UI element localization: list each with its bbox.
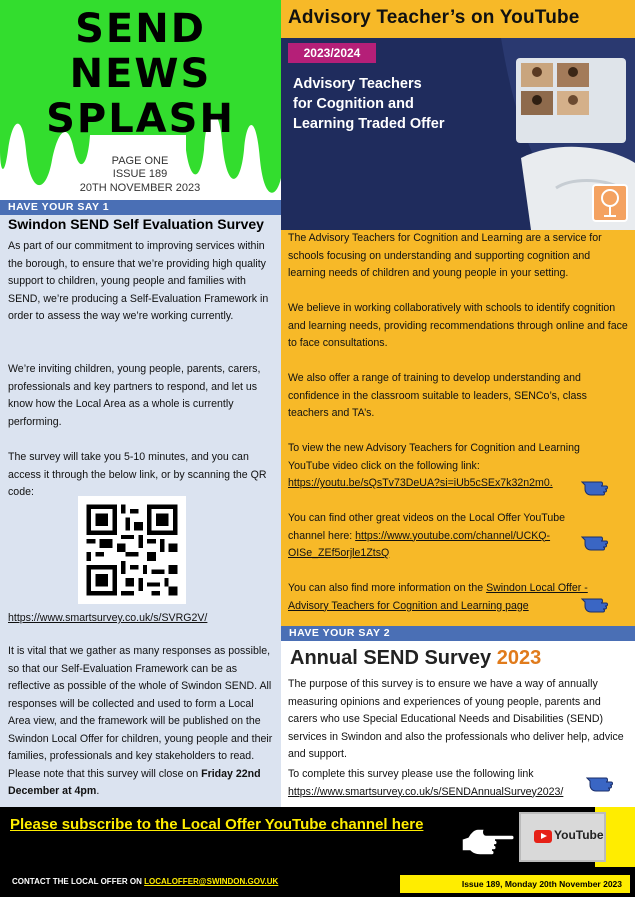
youtube-label: YouTube <box>554 828 604 842</box>
youtube-button[interactable] <box>519 812 606 862</box>
footer <box>0 807 635 897</box>
youtube-channel-link[interactable]: https://www.youtube.com/channel/UCKQ-OISe_ZEf5orjle1ZtsQ <box>288 529 551 559</box>
pointing-hand-icon <box>586 771 620 793</box>
banner-year: 2023/2024 <box>288 43 376 63</box>
contact-line <box>12 877 278 886</box>
survey-link-line <box>8 610 273 628</box>
youtube-header <box>281 0 635 38</box>
self-evaluation-survey-section <box>0 215 281 807</box>
smartsurvey-link[interactable]: https://www.smartsurvey.co.uk/s/SVRG2V/ <box>8 612 208 624</box>
invite-paragraph: We’re inviting children, young people, parents, carers, professionals and key partners to respond, and let us know how the Local Area as a whole is currently performing. <box>8 363 261 428</box>
complete-survey-paragraph <box>288 766 598 801</box>
intro-paragraph: As part of our commitment to improving services within the borough, to ensure that we’re providing high quality support to children, young people and families with SEND, we’re producing a Self-Evaluation Framework in order to assess the way we’re working currently. <box>8 240 269 322</box>
banner-line-1: Advisory Teachers <box>293 76 422 92</box>
youtube-video-link[interactable]: https://youtu.be/sQsTv73DeUA?si=iUb5cSEx7k32n2m0. <box>288 477 553 489</box>
local-offer-intro: You can also find more information on the <box>288 582 487 594</box>
pointing-hand-icon <box>581 530 615 552</box>
youtube-header-title: Advisory Teacher’s on YouTube <box>288 7 580 28</box>
training-paragraph: We also offer a range of training to develop understanding and confidence in the classroom suitable to leaders, SENCo’s, class teachers and TA’s. <box>288 372 587 419</box>
channel-link-paragraph <box>288 510 588 563</box>
annual-survey-section <box>281 641 635 807</box>
section-heading: Swindon SEND Self Evaluation Survey <box>8 216 264 232</box>
masthead-title-line-3: SPLASH <box>46 96 235 142</box>
closing-period: . <box>96 785 100 797</box>
advisory-teachers-section <box>281 230 635 626</box>
issue-footer: Issue 189, Monday 20th November 2023 <box>400 875 630 893</box>
advisory-banner[interactable] <box>281 38 635 230</box>
issue-label: ISSUE 189 <box>112 168 168 180</box>
masthead-title-line-2: NEWS <box>69 51 212 97</box>
masthead <box>0 0 281 200</box>
local-offer-page-link[interactable]: Swindon Local Offer - Advisory Teachers for Cognition and Learning page <box>288 582 588 612</box>
page-label: PAGE ONE <box>111 155 169 167</box>
collaborate-paragraph: We believe in working collaboratively with schools to identify cognition and learning needs, providing recommendations through online and face to face consultations. <box>288 302 628 349</box>
video-link-intro: To view the new Advisory Teachers for Cognition and Learning YouTube video click on the following link: <box>288 442 580 472</box>
annual-survey-link[interactable]: https://www.smartsurvey.co.uk/s/SENDAnnualSurvey2023/ <box>288 785 564 798</box>
youtube-play-icon <box>534 830 552 843</box>
annual-survey-title: Annual SEND Survey <box>290 647 492 669</box>
pointing-hand-icon <box>581 592 615 614</box>
contact-prefix: CONTACT THE LOCAL OFFER ON <box>12 877 145 886</box>
channel-link-intro: You can find other great videos on the Local Offer YouTube channel here: <box>288 512 566 542</box>
video-link-paragraph <box>288 440 588 493</box>
closing-paragraph <box>8 643 273 801</box>
purpose-paragraph: The purpose of this survey is to ensure we have a way of annually measuring opinions and experiences of young people, parents and carers who use Special Educational Needs and Disabilities (SEND) services in Swindon and also the professionals who deliver help, advice and support. <box>288 678 624 760</box>
survey-time-paragraph: The survey will take you 5-10 minutes, and you can access it through the below link, or by scanning the QR code: <box>8 451 267 498</box>
close-date: Friday 22nd December at 4pm <box>8 767 261 797</box>
issue-date: 20TH NOVEMBER 2023 <box>79 182 201 194</box>
have-your-say-1-tag: HAVE YOUR SAY 1 <box>0 200 281 215</box>
have-your-say-2-tag: HAVE YOUR SAY 2 <box>281 626 635 641</box>
subscribe-link[interactable]: Please subscribe to the Local Offer YouTube channel here <box>10 816 424 833</box>
service-paragraph: The Advisory Teachers for Cognition and Learning are a service for schools focusing on understanding and supporting cognition and learning needs of children and young people in your setting. <box>288 232 602 279</box>
local-offer-paragraph <box>288 580 618 615</box>
complete-survey-intro: To complete this survey please use the following link <box>288 768 534 780</box>
banner-line-3: Learning Traded Offer <box>293 116 445 132</box>
contact-email-link[interactable]: LOCALOFFER@SWINDON.GOV.UK <box>144 877 279 886</box>
tree-logo-icon <box>592 184 628 222</box>
pointing-hand-icon <box>581 475 615 497</box>
closing-text: It is vital that we gather as many responses as possible, so that our Self-Evaluation Framework can be as reflective as possible of the whole of Swindon SEND. All responses will be collected and used to form a Local Area view, and the framework will be published on the Swindon Local Offer for children, young people and their families, professionals and key stakeholders to read. Please note that this survey will close on <box>8 645 273 780</box>
pointing-hand-icon <box>458 817 514 857</box>
annual-survey-year: 2023 <box>496 647 542 669</box>
qr-code[interactable] <box>78 496 186 604</box>
annual-survey-heading <box>290 647 541 670</box>
banner-line-2: for Cognition and <box>293 96 414 112</box>
masthead-title-line-1: SEND <box>75 6 206 52</box>
